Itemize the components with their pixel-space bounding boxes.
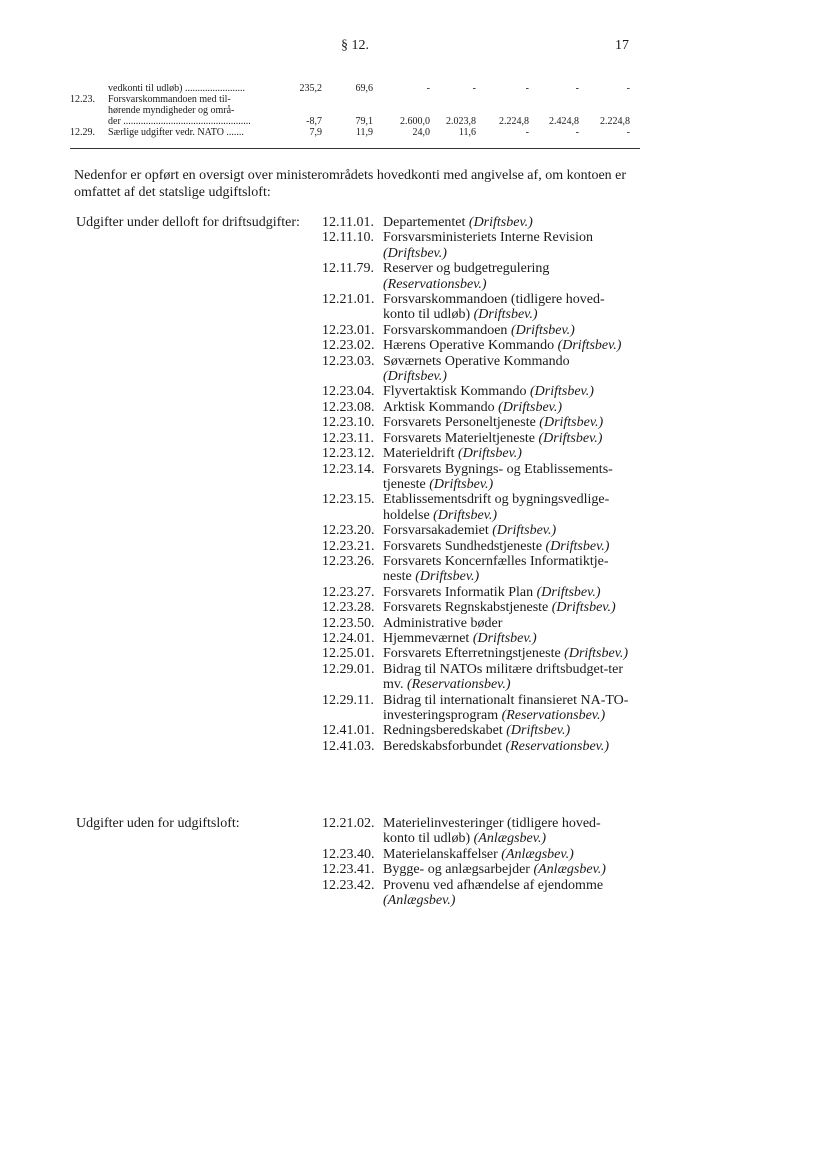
cell: - [575,83,579,94]
appropriation-type: (Reservationsbev.) [383,276,487,292]
appropriation-type: (Driftsbev.) [538,430,603,446]
account-entry [322,631,632,646]
account-number: 12.23.14. [322,461,375,477]
appropriation-type: (Anlægsbev.) [501,846,574,862]
account-title: Reserver og budgetregulering [383,261,550,277]
account-title: Forsvarskommandoen (tidligere hoved-konto til udløb) [383,292,605,323]
account-number: 12.29.11. [322,692,374,708]
account-title: Forsvarets Sundhedstjeneste [383,538,543,554]
account-entry [322,292,632,323]
account-name [383,523,632,538]
account-title: Søværnets Operative Kommando [383,353,570,369]
account-entry [322,354,632,385]
account-title: Departementet [383,215,466,230]
account-entry [322,616,632,631]
account-entry [322,739,632,754]
appropriation-type: (Driftsbev.) [506,723,571,739]
appropriation-type: (Driftsbev.) [545,538,610,554]
account-number: 12.23.03. [322,353,375,369]
account-entry [322,323,632,338]
account-name [383,462,632,493]
account-name [383,400,632,415]
account-entry [322,585,632,600]
account-name [383,230,632,261]
account-title: Bidrag til internationalt finansieret NA-TO-investeringsprogram [383,692,629,723]
account-title: Forsvarets Regnskabstjeneste [383,600,549,616]
account-name [383,662,632,693]
account-number: 12.23.12. [322,446,375,462]
account-number: 12.23.15. [322,492,375,508]
cell: -8,7 [306,116,322,127]
account-entry [322,446,632,461]
cell: 2.224,8 [600,116,630,127]
account-entry [322,338,632,353]
account-title: Materielanskaffelser [383,846,498,862]
account-name [383,631,632,646]
account-title: Etablissementsdrift og bygningsvedlige-holdelse [383,492,610,523]
account-number: 12.41.03. [322,738,375,754]
account-title: Forsvarsministeriets Interne Revision [383,230,593,246]
row-desc: der ................................................... [108,116,251,127]
account-title: Bidrag til NATOs militære driftsbudget-ter mv. [383,661,624,693]
account-title: Forsvarets Personeltjeneste [383,415,536,431]
account-entry [322,400,632,415]
account-title: Provenu ved afhændelse af ejendomme [383,877,604,893]
account-list-outside-ceiling [322,816,632,908]
account-entry [322,878,632,909]
account-name [383,585,632,600]
account-list-under-ceiling [322,215,632,754]
group-label-under-ceiling: Udgifter under delloft for driftsudgifter: [76,215,300,230]
account-number: 12.41.01. [322,723,375,739]
section-mark: § 12. [341,38,369,53]
appropriation-type: (Driftsbev.) [510,322,575,338]
cell: 2.424,8 [549,116,579,127]
row-desc: vedkonti til udløb) ........................ [108,83,245,94]
account-number: 12.23.02. [322,338,375,354]
account-name [383,600,632,615]
cell: - [426,83,430,94]
account-title: Forsvarets Bygnings- og Etablissements-tjeneste [383,461,613,492]
account-number: 12.23.40. [322,846,375,862]
page-header [0,38,826,58]
account-entry [322,215,632,230]
account-number: 12.24.01. [322,630,375,646]
appropriation-type: (Driftsbev.) [557,338,622,354]
account-name [383,646,632,661]
appropriation-type: (Driftsbev.) [429,476,494,492]
account-entry [322,492,632,523]
account-number: 12.21.01. [322,292,375,308]
appropriation-type: (Driftsbev.) [498,399,562,415]
row-code: 12.29. [70,127,95,138]
account-title: Redningsberedskabet [383,723,503,739]
account-entry [322,662,632,693]
account-number: 12.23.20. [322,523,375,539]
account-title: Forsvarets Informatik Plan [383,584,534,600]
appropriation-type: (Anlægsbev.) [533,862,606,878]
appropriation-type: (Driftsbev.) [564,646,629,662]
account-name [383,415,632,430]
account-title: Administrative bøder [383,615,503,631]
account-title: Flyvertaktisk Kommando [383,384,527,400]
cell: 2.600,0 [400,116,430,127]
row-desc: Særlige udgifter vedr. NATO ....... [108,127,244,138]
account-number: 12.23.26. [322,553,375,569]
account-name [383,431,632,446]
appropriation-type: (Driftsbev.) [530,384,594,400]
account-title: Beredskabsforbundet [383,738,502,754]
cell: 11,6 [458,127,476,138]
account-title: Materieldrift [383,446,455,462]
account-entry [322,816,632,847]
account-name [383,492,632,523]
cell: 7,9 [309,127,322,138]
appropriation-type: (Driftsbev.) [383,369,447,385]
cell: 235,2 [299,83,322,94]
account-entry [322,693,632,724]
account-number: 12.23.08. [322,399,375,415]
appropriation-type: (Anlægsbev.) [473,831,547,847]
account-number: 12.23.27. [322,584,375,600]
account-title: Forsvarets Efterretningstjeneste [383,646,561,662]
table-divider [70,148,640,149]
account-entry [322,539,632,554]
account-name [383,878,632,909]
cell: - [472,83,476,94]
account-title: Arktisk Kommando [383,399,495,415]
account-entry [322,847,632,862]
account-title: Forsvarskommandoen [383,322,508,338]
account-name [383,723,632,738]
account-entry [322,462,632,493]
page-number: 17 [615,38,629,53]
account-number: 12.23.41. [322,862,375,878]
intro-paragraph: Nedenfor er opført en oversigt over ministerområdets hovedkonti med angivelse af, om kontoen er omfattet af det statslige udgiftsloft: [74,168,627,200]
account-number: 12.23.42. [322,877,375,893]
account-entry [322,862,632,877]
account-number: 12.23.01. [322,322,375,338]
appropriation-type: (Driftsbev.) [551,600,616,616]
appropriation-type: (Reservationsbev.) [406,677,511,693]
account-entry [322,723,632,738]
account-title: Forsvarets Koncernfælles Informatiktje-neste [383,553,609,585]
appropriation-type: (Driftsbev.) [473,307,538,323]
appropriation-type: (Driftsbev.) [383,245,447,261]
appropriation-type: (Driftsbev.) [539,415,604,431]
account-number: 12.21.02. [322,816,375,831]
account-title: Hjemmeværnet [383,630,470,646]
account-title: Hærens Operative Kommando [383,338,555,354]
account-number: 12.23.10. [322,415,375,431]
appropriation-type: (Driftsbev.) [415,569,480,585]
appropriation-type: (Driftsbev.) [468,215,533,230]
account-number: 12.23.50. [322,615,375,631]
cell: - [626,127,630,138]
account-title: Bygge- og anlægsarbejder [383,862,530,878]
account-number: 12.23.21. [322,538,375,554]
account-name [383,554,632,585]
group-label-outside-ceiling: Udgifter uden for udgiftsloft: [76,816,240,831]
account-number: 12.23.28. [322,600,375,616]
cell: 2.023,8 [446,116,476,127]
account-name [383,862,632,877]
account-name [383,338,632,353]
account-entry [322,554,632,585]
account-number: 12.11.79. [322,261,374,277]
account-number: 12.23.04. [322,384,375,400]
appropriation-type: (Driftsbev.) [458,446,522,462]
account-name [383,739,632,754]
cell: 2.224,8 [499,116,529,127]
account-name [383,847,632,862]
account-name [383,215,632,230]
appropriation-type: (Reservationsbev.) [505,738,609,754]
account-entry [322,230,632,261]
account-number: 12.25.01. [322,646,375,662]
account-entry [322,431,632,446]
cell: 24,0 [412,127,430,138]
account-title: Materielinvesteringer (tidligere hoved-konto til udløb) [383,816,601,847]
account-entry [322,261,632,292]
account-title: Forsvarsakademiet [383,523,489,539]
account-entry [322,523,632,538]
appropriation-type: (Driftsbev.) [492,523,557,539]
account-name [383,616,632,631]
account-name [383,446,632,461]
appropriation-type: (Driftsbev.) [536,584,601,600]
cell: - [525,127,529,138]
account-name [383,261,632,292]
account-name [383,292,632,323]
appropriation-type: (Anlægsbev.) [383,893,456,909]
cell: 79,1 [355,116,373,127]
appropriation-type: (Reservationsbev.) [501,708,606,723]
account-name [383,816,632,847]
row-desc: hørende myndigheder og områ- [108,105,235,116]
account-name [383,354,632,385]
cell: 69,6 [355,83,373,94]
cell: - [626,83,630,94]
account-entry [322,384,632,399]
cell: - [575,127,579,138]
account-entry [322,415,632,430]
account-name [383,693,632,724]
appropriation-type: (Driftsbev.) [472,630,537,646]
account-entry [322,646,632,661]
cell: - [525,83,529,94]
row-desc: Forsvarskommandoen med til- [108,94,231,105]
account-number: 12.11.01. [322,215,374,230]
cell: 11,9 [355,127,373,138]
appropriation-type: (Driftsbev.) [433,507,498,523]
account-number: 12.29.01. [322,661,375,677]
account-name [383,384,632,399]
account-number: 12.11.10. [322,230,374,246]
account-entry [322,600,632,615]
account-name [383,539,632,554]
account-number: 12.23.11. [322,430,374,446]
account-name [383,323,632,338]
account-title: Forsvarets Materieltjeneste [383,430,536,446]
row-code: 12.23. [70,94,95,105]
